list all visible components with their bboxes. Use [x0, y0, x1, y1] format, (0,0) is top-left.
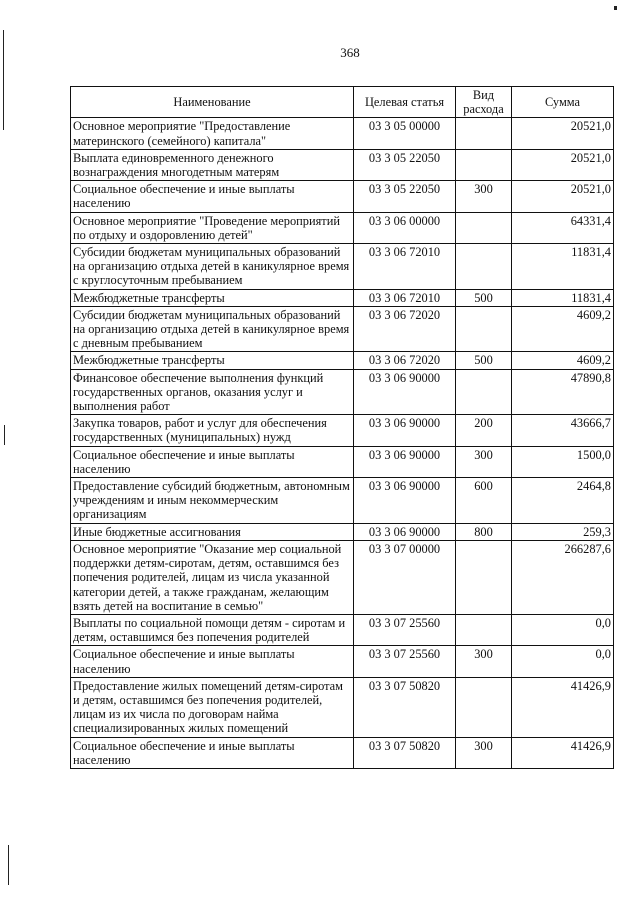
- cell-type: 300: [456, 737, 512, 768]
- table-row: [71, 540, 614, 614]
- cell-sum: 43666,7: [512, 415, 614, 446]
- cell-type: [456, 306, 512, 352]
- cell-name: Основное мероприятие "Оказание мер социальной поддержки детям-сиротам, детям, оставшимся без попечения родителей, лицам из числа указанной категории детей, а также гражданам, желающим взять детей на воспитание в семью": [71, 540, 354, 614]
- cell-type: 800: [456, 523, 512, 540]
- cell-sum: 41426,9: [512, 737, 614, 768]
- cell-type: 300: [456, 646, 512, 677]
- cell-sum: 20521,0: [512, 118, 614, 149]
- cell-code: 03 3 06 00000: [354, 212, 456, 243]
- cell-code: 03 3 06 72010: [354, 289, 456, 306]
- cell-sum: 20521,0: [512, 149, 614, 180]
- cell-sum: 0,0: [512, 646, 614, 677]
- table-row: [71, 614, 614, 645]
- cell-name: Финансовое обеспечение выполнения функций государственных органов, оказания услуг и выполнения работ: [71, 369, 354, 415]
- table-row: [71, 677, 614, 737]
- header-type: Вид расхода: [456, 87, 512, 118]
- table-row: [71, 737, 614, 768]
- cell-name: Закупка товаров, работ и услуг для обеспечения государственных (муниципальных) нужд: [71, 415, 354, 446]
- margin-line-left-bottom: [8, 845, 9, 885]
- cell-sum: 0,0: [512, 614, 614, 645]
- table-row: [71, 415, 614, 446]
- cell-name: Социальное обеспечение и иные выплаты населению: [71, 737, 354, 768]
- cell-sum: 259,3: [512, 523, 614, 540]
- table-header-row: [71, 87, 614, 118]
- cell-sum: 4609,2: [512, 306, 614, 352]
- table-row: [71, 352, 614, 369]
- margin-line-left-mid: [4, 425, 5, 445]
- cell-name: Социальное обеспечение и иные выплаты населению: [71, 446, 354, 477]
- header-name: Наименование: [71, 87, 354, 118]
- cell-name: Социальное обеспечение и иные выплаты населению: [71, 646, 354, 677]
- cell-code: 03 3 06 90000: [354, 523, 456, 540]
- cell-name: Основное мероприятие "Предоставление материнского (семейного) капитала": [71, 118, 354, 149]
- cell-code: 03 3 07 00000: [354, 540, 456, 614]
- cell-sum: 41426,9: [512, 677, 614, 737]
- cell-name: Субсидии бюджетам муниципальных образований на организацию отдыха детей в каникулярное время с круглосуточным пребыванием: [71, 244, 354, 290]
- cell-type: [456, 540, 512, 614]
- cell-name: Иные бюджетные ассигнования: [71, 523, 354, 540]
- cell-name: Выплата единовременного денежного вознаграждения многодетным матерям: [71, 149, 354, 180]
- page-number: 368: [340, 45, 360, 60]
- cell-name: Субсидии бюджетам муниципальных образований на организацию отдыха детей в каникулярное время с дневным пребыванием: [71, 306, 354, 352]
- cell-code: 03 3 06 90000: [354, 446, 456, 477]
- table-row: [71, 369, 614, 415]
- table-body: [71, 118, 614, 769]
- cell-code: 03 3 06 90000: [354, 415, 456, 446]
- cell-sum: 11831,4: [512, 289, 614, 306]
- cell-sum: 64331,4: [512, 212, 614, 243]
- cell-code: 03 3 05 00000: [354, 118, 456, 149]
- cell-code: 03 3 06 72010: [354, 244, 456, 290]
- cell-code: 03 3 06 90000: [354, 478, 456, 524]
- table-row: [71, 149, 614, 180]
- cell-sum: 1500,0: [512, 446, 614, 477]
- cell-code: 03 3 06 90000: [354, 369, 456, 415]
- cell-type: [456, 677, 512, 737]
- cell-type: [456, 212, 512, 243]
- cell-type: [456, 244, 512, 290]
- table-row: [71, 478, 614, 524]
- table-row: [71, 306, 614, 352]
- cell-code: 03 3 07 50820: [354, 737, 456, 768]
- cell-type: 500: [456, 352, 512, 369]
- margin-mark-top-right: [614, 6, 617, 10]
- cell-type: 600: [456, 478, 512, 524]
- cell-sum: 20521,0: [512, 181, 614, 212]
- cell-name: Основное мероприятие "Проведение мероприятий по отдыху и оздоровлению детей": [71, 212, 354, 243]
- cell-sum: 47890,8: [512, 369, 614, 415]
- table-row: [71, 523, 614, 540]
- cell-type: [456, 149, 512, 180]
- table-row: [71, 118, 614, 149]
- cell-type: 200: [456, 415, 512, 446]
- header-sum: Сумма: [512, 87, 614, 118]
- cell-code: 03 3 05 22050: [354, 181, 456, 212]
- cell-name: Предоставление жилых помещений детям-сиротам и детям, оставшимся без попечения родителей, лицам из их числа по договорам найма специализированных жилых помещений: [71, 677, 354, 737]
- cell-type: [456, 118, 512, 149]
- cell-name: Межбюджетные трансферты: [71, 289, 354, 306]
- cell-type: 300: [456, 181, 512, 212]
- table-row: [71, 244, 614, 290]
- cell-sum: 11831,4: [512, 244, 614, 290]
- table-row: [71, 446, 614, 477]
- cell-sum: 266287,6: [512, 540, 614, 614]
- cell-name: Социальное обеспечение и иные выплаты населению: [71, 181, 354, 212]
- cell-type: [456, 369, 512, 415]
- cell-code: 03 3 06 72020: [354, 352, 456, 369]
- cell-code: 03 3 05 22050: [354, 149, 456, 180]
- table-row: [71, 646, 614, 677]
- cell-code: 03 3 07 25560: [354, 646, 456, 677]
- cell-sum: 2464,8: [512, 478, 614, 524]
- margin-line-left-top: [3, 30, 4, 130]
- cell-type: 300: [456, 446, 512, 477]
- cell-type: 500: [456, 289, 512, 306]
- cell-name: Межбюджетные трансферты: [71, 352, 354, 369]
- cell-name: Предоставление субсидий бюджетным, автономным учреждениям и иным некоммерческим организациям: [71, 478, 354, 524]
- cell-code: 03 3 07 25560: [354, 614, 456, 645]
- cell-sum: 4609,2: [512, 352, 614, 369]
- cell-code: 03 3 07 50820: [354, 677, 456, 737]
- cell-code: 03 3 06 72020: [354, 306, 456, 352]
- cell-type: [456, 614, 512, 645]
- budget-table: [70, 86, 614, 769]
- table-row: [71, 289, 614, 306]
- table-row: [71, 212, 614, 243]
- table-row: [71, 181, 614, 212]
- cell-name: Выплаты по социальной помощи детям - сиротам и детям, оставшимся без попечения родителей: [71, 614, 354, 645]
- header-code: Целевая статья: [354, 87, 456, 118]
